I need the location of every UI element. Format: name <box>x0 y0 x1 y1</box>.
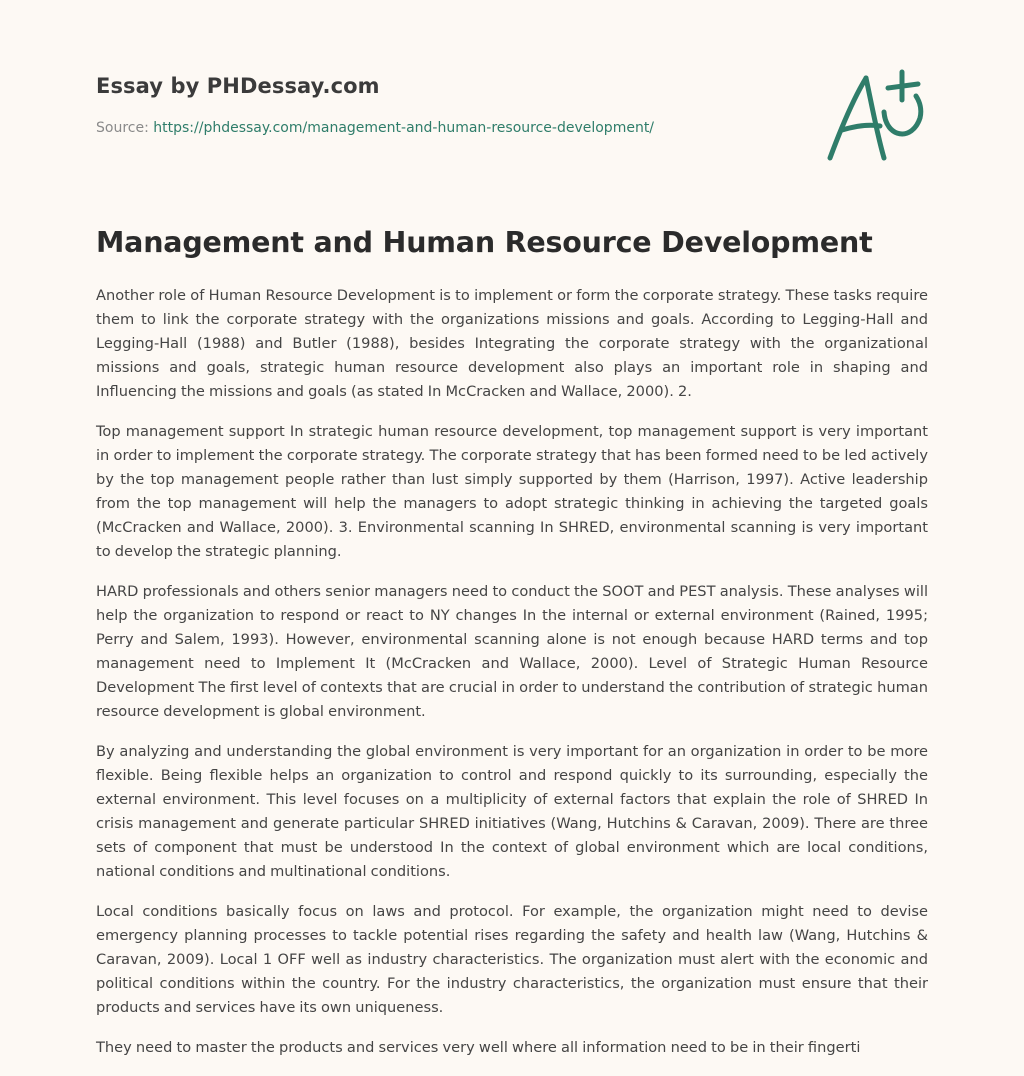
site-brand: Essay by PHDessay.com <box>96 74 380 98</box>
essay-body <box>96 284 928 1076</box>
essay-header <box>96 74 796 136</box>
paragraph: By analyzing and understanding the global environment is very important for an organization in order to be more flexible. Being flexible helps an organization to control and respond quickly to its surrounding, especially the external environment. This level focuses on a multiplicity of external factors that explain the role of SHRED In crisis management and generate particular SHRED initiatives (Wang, Hutchins & Caravan, 2009). There are three sets of component that must be understood In the context of global environment which are local conditions, national conditions and multinational conditions. <box>96 743 928 880</box>
paragraph: Local conditions basically focus on laws and protocol. For example, the organization might need to devise emergency planning processes to tackle potential rises regarding the safety and health law (Wang, Hutchins & Caravan, 2009). Local 1 OFF well as industry characteristics. The organization must alert with the economic and political conditions within the country. For the industry characteristics, the organization must ensure that their products and services have its own uniqueness. <box>96 903 928 1016</box>
source-line <box>96 120 796 136</box>
source-label: Source: <box>96 120 149 136</box>
paragraph: HARD professionals and others senior managers need to conduct the SOOT and PEST analysis. These analyses will help the organization to respond or react to NY changes In the internal or external environment (Rained, 1995; Perry and Salem, 1993). However, environmental scanning alone is not enough because HARD terms and top management need to Implement It (McCracken and Wallace, 2000). Level of Strategic Human Resource Development The first level of contexts that are crucial in order to understand the contribution of strategic human resource development is global environment. <box>96 583 928 720</box>
paragraph: They need to master the products and services very well where all information need to be in their fingerti <box>96 1039 861 1056</box>
source-link[interactable]: https://phdessay.com/management-and-human-resource-development/ <box>153 120 655 136</box>
paragraph: Top management support In strategic human resource development, top management support is very important in order to implement the corporate strategy. The corporate strategy that has been formed need to be led actively by the top management people rather than lust simply supported by them (Harrison, 1997). Active leadership from the top management will help the managers to adopt strategic thinking in achieving the targeted goals (McCracken and Wallace, 2000). 3. Environmental scanning In SHRED, environmental scanning is very important to develop the strategic planning. <box>96 423 928 560</box>
a-plus-grade-icon <box>822 66 932 166</box>
essay-title: Management and Human Resource Development <box>96 226 873 259</box>
paragraph: Another role of Human Resource Development is to implement or form the corporate strategy. These tasks require them to link the corporate strategy with the organizations missions and goals. According to Legging-Hall and Legging-Hall (1988) and Butler (1988), besides Integrating the corporate strategy with the organizational missions and goals, strategic human resource development also plays an important role in shaping and Influencing the missions and goals (as stated In McCracken and Wallace, 2000). 2. <box>96 287 928 400</box>
